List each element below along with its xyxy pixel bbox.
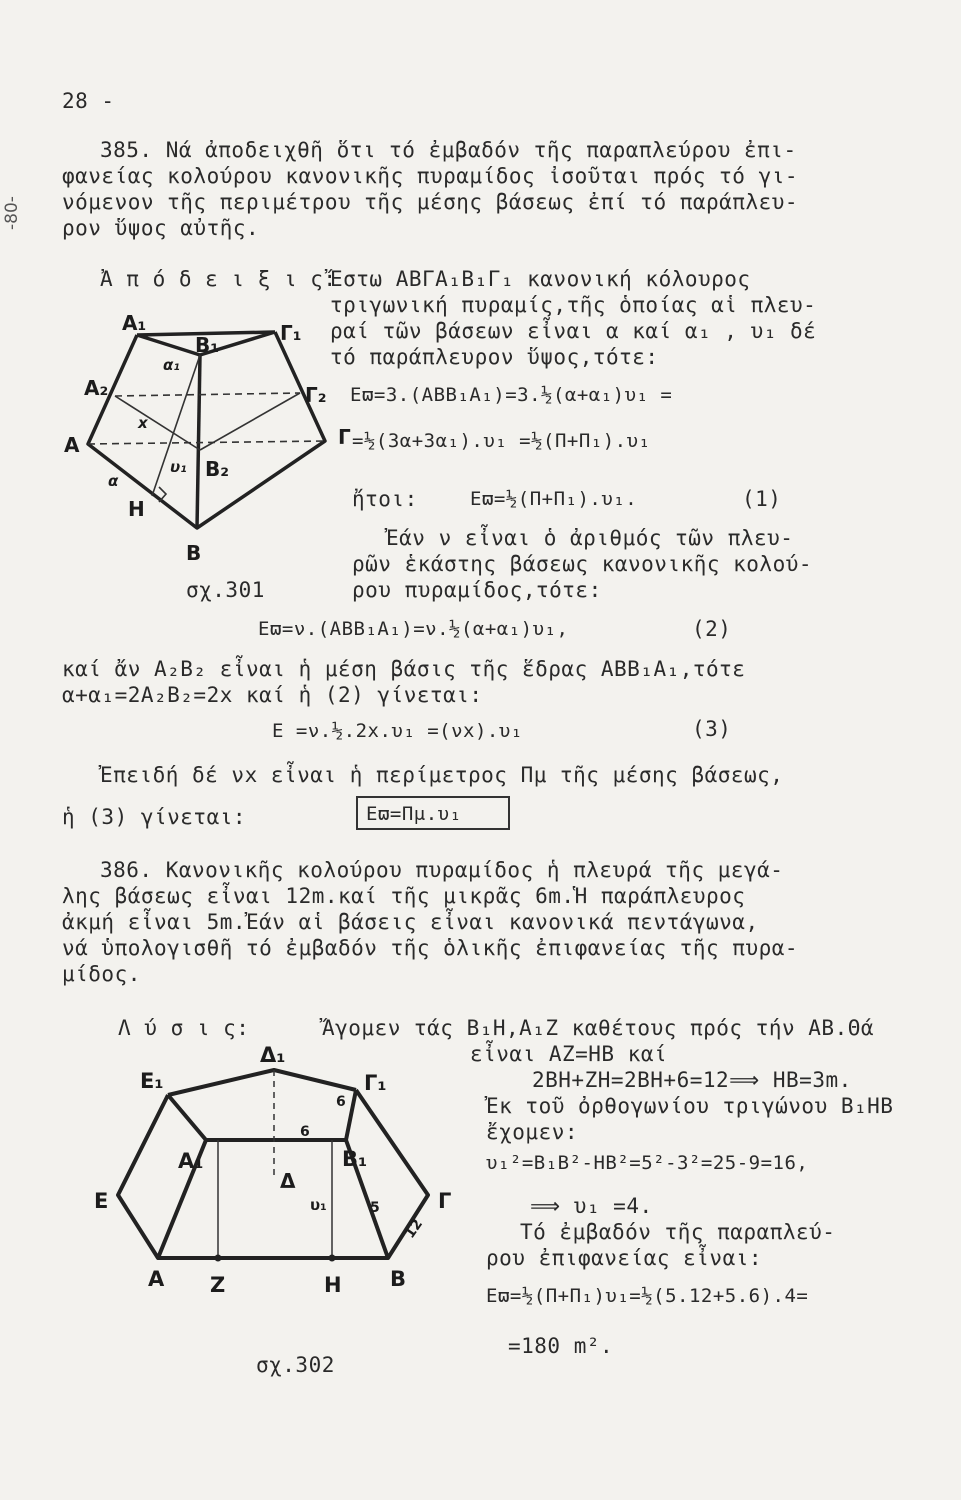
fig301-caption: σχ.301 xyxy=(186,578,265,602)
page-number: 28 - xyxy=(62,89,115,113)
solution-line-4: Ἐκ τοῦ ὀρθογωνίου τριγώνου Β₁ΗΒ xyxy=(486,1094,894,1118)
proof-para2-line-2: ρῶν ἑκάστης βάσεως κανονικῆς κολού- xyxy=(352,552,813,576)
solution-line-5: ἔχομεν: xyxy=(486,1120,579,1144)
fig302-label-B: B xyxy=(390,1267,407,1291)
proof-para2-line-3: ρου πυραμίδος,τότε: xyxy=(352,578,602,602)
p386-line-1: 386. Κανονικῆς κολούρου πυραμίδος ἡ πλευρά τῆς μεγά- xyxy=(100,858,784,882)
fig301-label-a: α xyxy=(108,472,119,490)
proof-para4: Ἐπειδή δέ νx εἶναι ἡ περίμετρος Πμ τῆς μέσης βάσεως, xyxy=(100,763,784,787)
fig302-label-A1: A₁ xyxy=(178,1149,204,1173)
figure-301 xyxy=(60,310,350,570)
fig301-label-B2: B₂ xyxy=(205,457,230,481)
fig301-label-G: Γ xyxy=(338,425,351,449)
solution-line-8: Τό ἐμβαδόν τῆς παραπλεύ- xyxy=(520,1220,836,1244)
figure-302 xyxy=(88,1040,468,1340)
fig302-label-6-side: 6 xyxy=(336,1094,346,1110)
proof-para3-line-2: α+α₁=2Α₂Β₂=2x καί ἡ (2) γίνεται: xyxy=(62,683,483,707)
proof-eq-3: Eϖ=½(Π+Π₁).υ₁. xyxy=(470,488,638,510)
proof-para2-line-1: Ἐάν ν εἶναι ὁ ἀριθμός τῶν πλευ- xyxy=(386,526,794,550)
fig302-label-A: A xyxy=(148,1267,165,1291)
fig302-label-G: Γ xyxy=(438,1189,452,1213)
margin-note: -80- xyxy=(2,196,22,230)
fig301-label-u1: υ₁ xyxy=(170,458,187,476)
fig302-label-6-top: 6 xyxy=(300,1124,310,1140)
fig302-label-5: 5 xyxy=(370,1200,380,1216)
fig302-caption: σχ.302 xyxy=(256,1353,335,1377)
fig301-hidden-A2G2 xyxy=(115,393,300,396)
p386-line-3: ἀκμή εἶναι 5m.Ἐάν αἱ βάσεις εἶναι κανονικά πεντάγωνα, xyxy=(62,910,759,934)
fig301-edge-B1B xyxy=(197,355,200,528)
fig301-outer-edges xyxy=(88,332,325,528)
proof-eq-1: Eϖ=3.(ΑΒΒ₁Α₁)=3.½(α+α₁)υ₁ = xyxy=(350,384,673,406)
solution-line-2: εἶναι ΑΖ=ΗΒ καί xyxy=(470,1042,668,1066)
proof-eq-3-prefix: ἤτοι: xyxy=(352,487,418,511)
proof-para3-line-1: καί ἄν Α₂Β₂ εἶναι ἡ μέση βάσις τῆς ἕδρας ΑΒΒ₁Α₁,τότε xyxy=(62,657,746,681)
p385-line-2: φανείας κολούρου κανονικῆς πυραμίδος ἰσοῦται πρός τό γι- xyxy=(62,164,799,188)
fig302-label-u1: υ₁ xyxy=(310,1196,327,1214)
fig302-label-Z: Z xyxy=(210,1273,226,1297)
proof-eq-4: Eϖ=ν.(ΑΒΒ₁Α₁)=ν.½(α+α₁)υ₁, xyxy=(258,618,569,640)
boxed-formula: Eϖ=Πμ.υ₁ xyxy=(366,803,462,825)
proof-line-1: Ἔστω ΑΒΓΑ₁Β₁Γ₁ κανονική κόλουρος xyxy=(330,267,751,291)
p386-line-4: νά ὑπολογισθῆ τό ἐμβαδόν τῆς ὁλικῆς ἐπιφανείας τῆς πυρα- xyxy=(62,936,799,960)
fig302-label-B1: B₁ xyxy=(342,1147,368,1171)
fig302-label-D1: Δ₁ xyxy=(260,1043,286,1067)
solution-line-7: ⟹ υ₁ =4. xyxy=(530,1194,653,1218)
p386-line-2: λης βάσεως εἶναι 12m.καί τῆς μικρᾶς 6m.Ἡ παράπλευρος xyxy=(62,884,746,908)
fig302-label-D: Δ xyxy=(280,1169,296,1193)
fig302-label-H: H xyxy=(324,1273,342,1297)
p385-line-4: ρον ὕψος αὐτῆς. xyxy=(62,216,260,240)
proof-line-3: ραί τῶν βάσεων εἶναι α καί α₁ , υ₁ δέ xyxy=(330,319,817,343)
fig301-label-a1: α₁ xyxy=(163,356,180,374)
solution-line-9: ρου ἐπιφανείας εἶναι: xyxy=(486,1246,763,1270)
solution-line-10: Eϖ=½(Π+Π₁)υ₁=½(5.12+5.6).4= xyxy=(486,1285,809,1307)
fig302-label-E: E xyxy=(94,1189,109,1213)
proof-line-4: τό παράπλευρον ὕψος,τότε: xyxy=(330,345,659,369)
proof-eq-3-number: (1) xyxy=(742,487,782,511)
fig301-label-H: H xyxy=(128,497,145,521)
proof-line-2: τριγωνική πυραμίς,τῆς ὁποίας αἱ πλευ- xyxy=(330,293,817,317)
fig301-label-B1: B₁ xyxy=(195,333,220,357)
fig301-label-x: x xyxy=(138,414,148,432)
proof-heading: Ἀ π ό δ ε ι ξ ι ς: xyxy=(100,267,337,291)
fig302-outer-edges xyxy=(118,1090,428,1258)
p385-line-3: νόμενον τῆς περιμέτρου τῆς μέσης βάσεως ἐπί τό παράπλευ- xyxy=(62,190,799,214)
fig302-point-H xyxy=(329,1255,336,1262)
fig302-point-Z xyxy=(215,1255,222,1262)
fig301-label-A: A xyxy=(64,433,80,457)
proof-eq-4-number: (2) xyxy=(692,617,732,641)
solution-line-11: =180 m². xyxy=(508,1334,614,1358)
solution-line-1: Ἄγομεν τάς Β₁Η,Α₁Ζ καθέτους πρός τήν ΑΒ.Θά xyxy=(322,1016,875,1040)
fig302-label-12: 12 xyxy=(401,1216,427,1242)
fig302-label-G1: Γ₁ xyxy=(364,1071,387,1095)
p385-line-1: 385. Νά ἀποδειχθῆ ὅτι τό ἐμβαδόν τῆς παραπλεύρου ἐπι- xyxy=(100,138,797,162)
proof-eq-5: E =ν.½.2x.υ₁ =(νx).υ₁ xyxy=(272,720,523,742)
solution-heading: Λ ύ σ ι ς: xyxy=(118,1016,250,1040)
fig301-midline-A2B2 xyxy=(115,396,200,450)
proof-eq-2: =½(3α+3α₁).υ₁ =½(Π+Π₁).υ₁ xyxy=(352,430,651,452)
solution-line-3: 2ΒΗ+ΖΗ=2ΒΗ+6=12⟹ ΗΒ=3m. xyxy=(532,1068,852,1092)
proof-eq-5-number: (3) xyxy=(692,717,732,741)
fig301-label-G2: Γ₂ xyxy=(305,383,327,407)
fig301-label-A1: A₁ xyxy=(122,311,147,335)
fig302-top-back-edges xyxy=(168,1070,356,1095)
proof-para5: ἡ (3) γίνεται: xyxy=(62,805,247,829)
fig301-label-B: B xyxy=(186,541,202,565)
fig301-label-A2: A₂ xyxy=(84,376,109,400)
fig302-top-front-edges xyxy=(168,1090,356,1140)
fig301-hidden-AG xyxy=(88,441,325,444)
fig302-label-E1: E₁ xyxy=(140,1069,164,1093)
p386-line-5: μίδος. xyxy=(62,962,141,986)
solution-line-6: υ₁²=Β₁Β²-ΗΒ²=5²-3²=25-9=16, xyxy=(486,1152,809,1174)
fig301-label-G1: Γ₁ xyxy=(280,321,302,345)
